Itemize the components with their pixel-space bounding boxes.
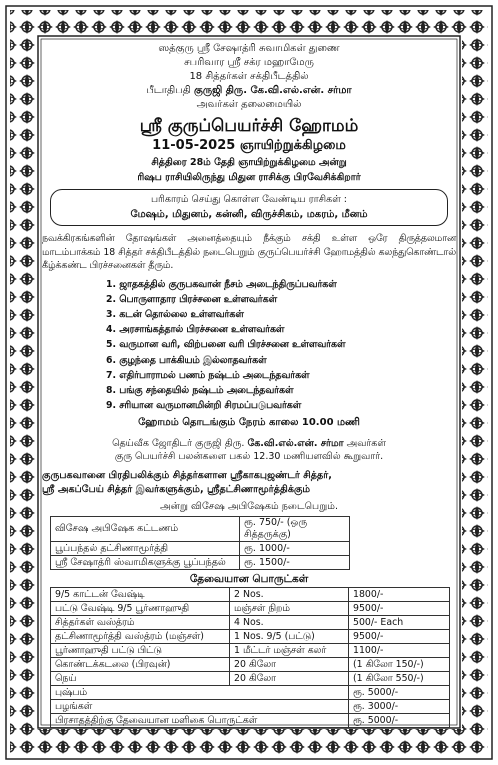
item-price: 9500/- (349, 630, 450, 644)
list-item: 7. எதிர்பாராமல் பணம் நஷ்டம் அடைந்தவர்கள் (106, 369, 310, 381)
item-name: தட்சிணாமூர்த்தி வஸ்த்ரம் (மஞ்சள்) (51, 630, 230, 644)
fee-amount: ரூ. 1500/- (240, 556, 350, 570)
jothidar-line-2: குரு பெயர்ச்சி பலன்களை பகல் 12.30 மணியளவில் கூறுவார். (114, 451, 384, 463)
header-line-4 (42, 84, 456, 98)
table-row (51, 714, 450, 728)
required-items-title: தேவையான பொருட்கள் (189, 573, 309, 586)
item-qty: 2 Nos. (230, 588, 349, 602)
item-name: பூர்ணாஹுதி பட்டு பிட்டு (51, 644, 230, 658)
item-name: கொண்டக்கடலை (பிரவுன்) (51, 658, 230, 672)
item-name: நெய் (51, 672, 230, 686)
required-items-table (50, 587, 450, 728)
fees-table (50, 516, 350, 570)
table-row (51, 630, 450, 644)
table-row (51, 602, 450, 616)
item-price: (1 கிலோ 150/-) (349, 658, 450, 672)
item-qty: 1 Nos. 9/5 (பட்டு) (230, 630, 349, 644)
header-line-5: அவர்கள் தலைமையில் (196, 99, 302, 110)
item-name: சித்தர்கள் வஸ்த்ரம் (51, 616, 230, 630)
item-qty: மஞ்சள் நிறம் (230, 602, 349, 616)
table-row (51, 542, 350, 556)
list-item: 3. கடன் தொல்லை உள்ளவர்கள் (106, 308, 244, 320)
list-item: 2. பொருளாதார பிரச்சனை உள்ளவர்கள் (106, 293, 277, 305)
guruji-name: குருஜி திரு. கே.வி.எல்.என். சர்மா (193, 85, 352, 96)
header-line-1: ஸத்குரு ஸ்ரீ சேஷாத்ரி சுவாமிகள் துணை (158, 43, 340, 54)
jothidar-line-1 (42, 437, 456, 450)
table-row (51, 616, 450, 630)
item-price: 500/- Each (349, 616, 450, 630)
item-name: பழங்கள் (51, 700, 349, 714)
list-item: 6. குழந்தை பாக்கியம் இல்லாதவர்கள் (106, 354, 267, 366)
page-title: ஸ்ரீ குருப்பெயர்ச்சி ஹோமம் (139, 116, 359, 136)
item-price: (1 கிலோ 550/-) (349, 672, 450, 686)
tamil-date-line: சித்திரை 28ம் தேதி ஞாயிற்றுக்கிழமை அன்று (151, 157, 347, 168)
item-name: பட்டு வேஷ்டி 9/5 பூர்ணாஹுதி (51, 602, 230, 616)
jothidar-prefix: தெய்வீக ஜோதிடர் குருஜி திரு. (112, 438, 245, 450)
list-item: 9. சரியான வருமானமின்றி சிரமப்படுபவர்கள் (106, 400, 302, 412)
header-line-3: 18 சித்தர்கள் சக்திபீடத்தில் (189, 71, 309, 82)
list-item: 1. ஜாதகத்தில் குருபகவான் நீசம் அடைந்திருப்பவர்கள் (106, 278, 337, 290)
problem-list (42, 277, 456, 414)
event-date: 11-05-2025 ஞாயிற்றுக்கிழமை (152, 138, 346, 153)
intro-paragraph: நவக்கிரகங்களின் தோஷங்கள் அனைத்தையும் நீக்கும் சக்தி உள்ள ஒரே திருத்தலமான மாடம்பாக்கம் 18 சித்தர் சக்திபீடத்தில் நடைபெறும் குருப்பெயர்ச்சி ஹோமத்தில் கலந்துகொண்டால் கீழ்க்கண்ட பிரச்சனைகள் தீரும். (42, 233, 456, 271)
fee-label: ஸ்ரீ சேஷாத்ரி ஸ்வாமிகளுக்கு பூப்பந்தல் (51, 556, 240, 570)
siddhar-line-1: குருபகவானை பிரதிபலிக்கும் சித்தர்களான ஸ்ரீகாகபுஜண்டர் சித்தர், (42, 470, 332, 482)
table-row (51, 644, 450, 658)
homam-start-time: ஹோமம் தொடங்கும் நேரம் காலை 10.00 மணி (138, 417, 360, 429)
table-row (51, 686, 450, 700)
item-price: 1100/- (349, 644, 450, 658)
siddhar-line-2: ஸ்ரீ அகப்பேய் சித்தர் இவர்களுக்கும், ஸ்ரீதட்சிணாமூர்த்திக்கும் (42, 484, 311, 496)
table-row (51, 517, 350, 542)
list-item: 4. அரசாங்கத்தால் பிரச்சனை உள்ளவர்கள் (106, 324, 285, 336)
invitation-content (42, 38, 456, 728)
transit-line: ரிஷப ராசியிலிருந்து மிதுன ராசிக்கு பிரவேசிக்கிறார் (137, 172, 361, 183)
header-prefix: பீடாதிபதி (146, 85, 191, 96)
rasi-list: மேஷம், மிதுனம், கன்னி, விருச்சிகம், மகரம், மீனம் (130, 209, 368, 220)
header-line-2: சபரிவார ஸ்ரீ சக்ர மஹாமேரு (184, 57, 314, 68)
list-item: 5. வருமான வரி, விற்பனை வரி பிரச்சனை உள்ளவர்கள் (106, 339, 346, 351)
fee-label: விசேஷ அபிஷேக கட்டணம் (51, 517, 240, 542)
table-row (51, 700, 450, 714)
item-qty: 4 Nos. (230, 616, 349, 630)
item-qty: 1 மீட்டர் மஞ்சள் கலர் (230, 644, 349, 658)
item-name: புஷ்பம் (51, 686, 349, 700)
table-row (51, 658, 450, 672)
fee-label: பூப்பந்தல் தட்சிணாமூர்த்தி (51, 542, 240, 556)
list-item: 8. பங்கு சந்தையில் நஷ்டம் அடைந்தவர்கள் (106, 384, 294, 396)
fee-amount: ரூ. 750/- (ஒரு சித்தருக்கு) (240, 517, 350, 542)
item-price: ரூ. 3000/- (349, 700, 450, 714)
jothidar-suffix: அவர்கள் (346, 438, 386, 450)
item-price: ரூ. 5000/- (349, 686, 450, 700)
item-price: ரூ. 5000/- (349, 714, 450, 728)
item-price: 9500/- (349, 602, 450, 616)
item-qty: 20 கிலோ (230, 658, 349, 672)
table-row (51, 556, 350, 570)
fee-amount: ரூ. 1000/- (240, 542, 350, 556)
rasi-heading: பரிகாரம் செய்து கொள்ள வேண்டிய ராசிகள் : (150, 194, 347, 205)
item-name: பிரசாதத்திற்கு தேவையான மளிகை பொருட்கள் (51, 714, 349, 728)
item-price: 1800/- (349, 588, 450, 602)
item-name: 9/5 காட்டன் வேஷ்டி (51, 588, 230, 602)
table-row (51, 588, 450, 602)
rasi-box (50, 189, 448, 226)
jothidar-name: கே.வி.எல்.என். சர்மா (247, 438, 344, 450)
jothidar-info (42, 437, 456, 463)
table-row (51, 672, 450, 686)
item-qty: 20 கிலோ (230, 672, 349, 686)
abishekam-note: அன்று விசேஷ அபிஷேகம் நடைபெறும். (160, 501, 338, 513)
